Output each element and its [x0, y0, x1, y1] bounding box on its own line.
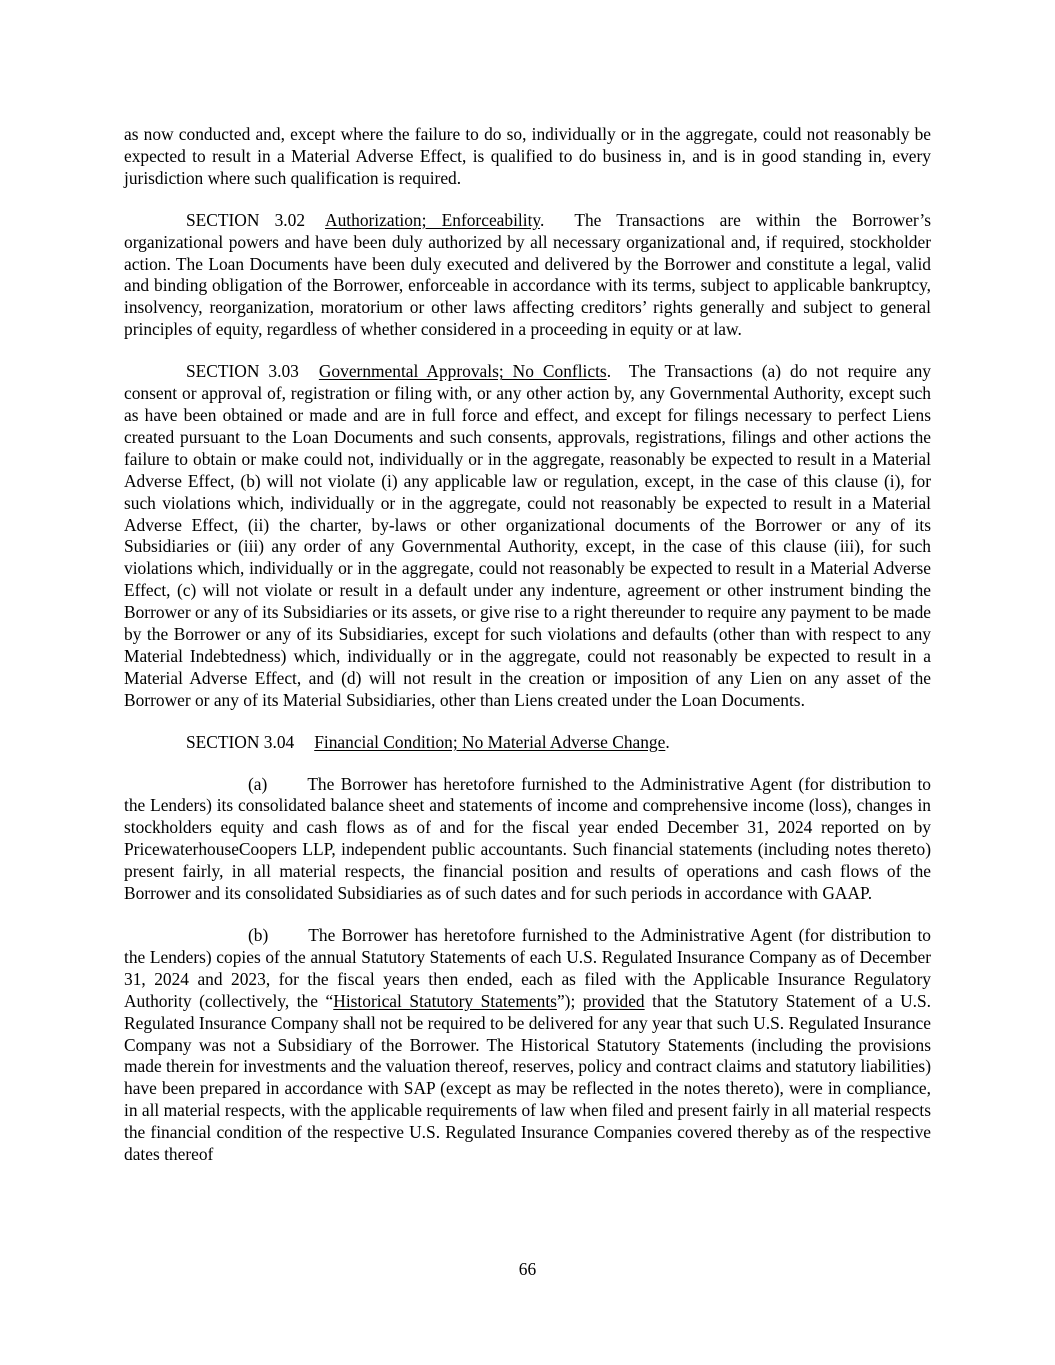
clause-b-label: (b) [248, 925, 269, 945]
defined-term-historical-statutory-statements: Historical Statutory Statements [333, 990, 557, 1011]
clause-b-body-1: The Borrower has heretofore furnished to the Administrative Agent (for distribution to the Lenders) copies of the annual Statutory Statements of each U.S. Regulated Insurance Company as of December 31, 2024 and 2023, for the fiscal years then ended, each as filed with the Applicable Insurance Regulatory Authority (collectively, the “ [124, 925, 931, 1011]
section-3-02: SECTION 3.02 Authorization; Enforceability. The Transactions are within the Borrower’s organizational powers and have been duly authorized by all necessary organizational and, if required, stockholder action. The Loan Documents have been duly executed and delivered by the Borrower and constitute a legal, valid and binding obligation of the Borrower, enforceable in accordance with its terms, subject to applicable bankruptcy, insolvency, reorganization, moratorium or other laws affecting creditors’ rights generally and subject to general principles of equity, regardless of whether considered in a proceeding in equity or at law. [124, 209, 931, 340]
intro-paragraph [124, 124, 931, 190]
section-3-04 [124, 732, 931, 754]
provided-term: provided [582, 990, 645, 1011]
intro-text: as now conducted and, except where the failure to do so, individually or in the aggregate, could not reasonably be expected to result in a Material Adverse Effect, is qualified to do business in, and is in good standing in, every jurisdiction where such qualification is required. [124, 124, 931, 188]
clause-a-body: The Borrower has heretofore furnished to the Administrative Agent (for distribution to the Lenders) its consolidated balance sheet and statements of income and comprehensive income (loss), changes in stockholders equity and cash flows as of and for the fiscal year ended December 31, 2024 reported on by PricewaterhouseCoopers LLP, independent public accountants. Such financial statements (including notes thereto) present fairly, in all material respects, the financial position and results of operations and cash flows of the Borrower and its consolidated Subsidiaries as of such dates and for such periods in accordance with GAAP. [124, 773, 931, 904]
section-3-04-tail: . [665, 731, 670, 752]
section-3-04-a [124, 774, 931, 905]
section-3-03-body: The Transactions (a) do not require any consent or approval of, registration or filing with, or any other action by, any Governmental Authority, except such as have been obtained or made and are in full force and effect, and except for filings necessary to perfect Liens created pursuant to the Loan Documents and such consents, approvals, registrations, filings and other actions the failure to obtain or make could not, individually or in the aggregate, reasonably be expected to result in a Material Adverse Effect, (b) will not violate (i) any applicable law or regulation, except, in the case of this clause (i), for such violations which, individually or in the aggregate, could not reasonably be expected to result in a Material Adverse Effect, (ii) the charter, by-laws or other organizational documents of the Borrower or any of its Subsidiaries or (iii) any order of any Governmental Authority, except, in the case of this clause (iii), for such violations which, individually or in the aggregate, could not reasonably be expected to result in a Material Adverse Effect, (c) will not violate or result in a default under any indenture, agreement or other instrument binding the Borrower or any of its Subsidiaries or its assets, or give rise to a right thereunder to require any payment to be made by the Borrower or any of its Subsidiaries, except for such violations and defaults (other than with respect to any Material Indebtedness) which, individually or in the aggregate, could not reasonably be expected to result in a Material Adverse Effect, and (d) will not result in the creation or imposition of any Lien on any asset of the Borrower or any of its Material Subsidiaries, other than Liens created under the Loan Documents. [124, 361, 932, 710]
section-3-04-heading: Financial Condition; No Material Adverse Change [314, 731, 666, 752]
section-3-03-number: SECTION 3.03 [186, 361, 299, 382]
section-3-02-number: SECTION 3.02 [186, 209, 306, 230]
clause-b-body-3: that the Statutory Statement of a U.S. Regulated Insurance Company shall not be required to be delivered for any year that such U.S. Regulated Insurance Company was not a Subsidiary of the Borrower. The Historical Statutory Statements (including the provisions made therein for investments and the valuation thereof, reserves, policy and contract claims and statutory liabilities) have been prepared in accordance with SAP (except as may be reflected in the notes thereto), were in compliance, in all material respects, with the applicable requirements of law when filed and present fairly in all material respects the financial condition of the respective U.S. Regulated Insurance Companies covered thereby as of the respective dates thereof [124, 990, 931, 1165]
section-3-03: SECTION 3.03 Governmental Approvals; No Conflicts. The Transactions (a) do not require any consent or approval of, registration or filing with, or any other action by, any Governmental Authority, except such as have been obtained or made and are in full force and effect, and except for filings necessary to perfect Liens created pursuant to the Loan Documents and such consents, approvals, registrations, filings and other actions the failure to obtain or make could not, individually or in the aggregate, reasonably be expected to result in a Material Adverse Effect, (b) will not violate (i) any applicable law or regulation, except, in the case of this clause (i), for such violations which, individually or in the aggregate, could not reasonably be expected to result in a Material Adverse Effect, (ii) the charter, by-laws or other organizational documents of the Borrower or any of its Subsidiaries or (iii) any order of any Governmental Authority, except, in the case of this clause (iii), for such violations which, individually or in the aggregate, could not reasonably be expected to result in a Material Adverse Effect, (c) will not violate or result in a default under any indenture, agreement or other instrument binding the Borrower or any of its Subsidiaries or its assets, or give rise to a right thereunder to require any payment to be made by the Borrower or any of its Subsidiaries, except for such violations and defaults (other than with respect to any Material Indebtedness) which, individually or in the aggregate, could not reasonably be expected to result in a Material Adverse Effect, and (d) will not result in the creation or imposition of any Lien on any asset of the Borrower or any of its Material Subsidiaries, other than Liens created under the Loan Documents. [124, 361, 932, 710]
page-number: 66 [518, 1259, 537, 1279]
section-3-04-b [124, 925, 931, 1166]
document-page [124, 124, 931, 1186]
section-3-03-heading: Governmental Approvals; No Conflicts [318, 361, 607, 382]
section-3-04-number: SECTION 3.04 [186, 731, 295, 752]
clause-a-label: (a) [248, 773, 268, 794]
clause-b-body-2: ”); [556, 990, 583, 1011]
section-3-02-heading: Authorization; Enforceability [325, 209, 540, 230]
section-3-02-body: The Transactions are within the Borrower’s organizational powers and have been duly authorized by all necessary organizational and, if required, stockholder action. The Loan Documents have been duly executed and delivered by the Borrower and constitute a legal, valid and binding obligation of the Borrower, enforceable in accordance with its terms, subject to applicable bankruptcy, insolvency, reorganization, moratorium or other laws affecting creditors’ rights generally and subject to general principles of equity, regardless of whether considered in a proceeding in equity or at law. [124, 209, 931, 340]
